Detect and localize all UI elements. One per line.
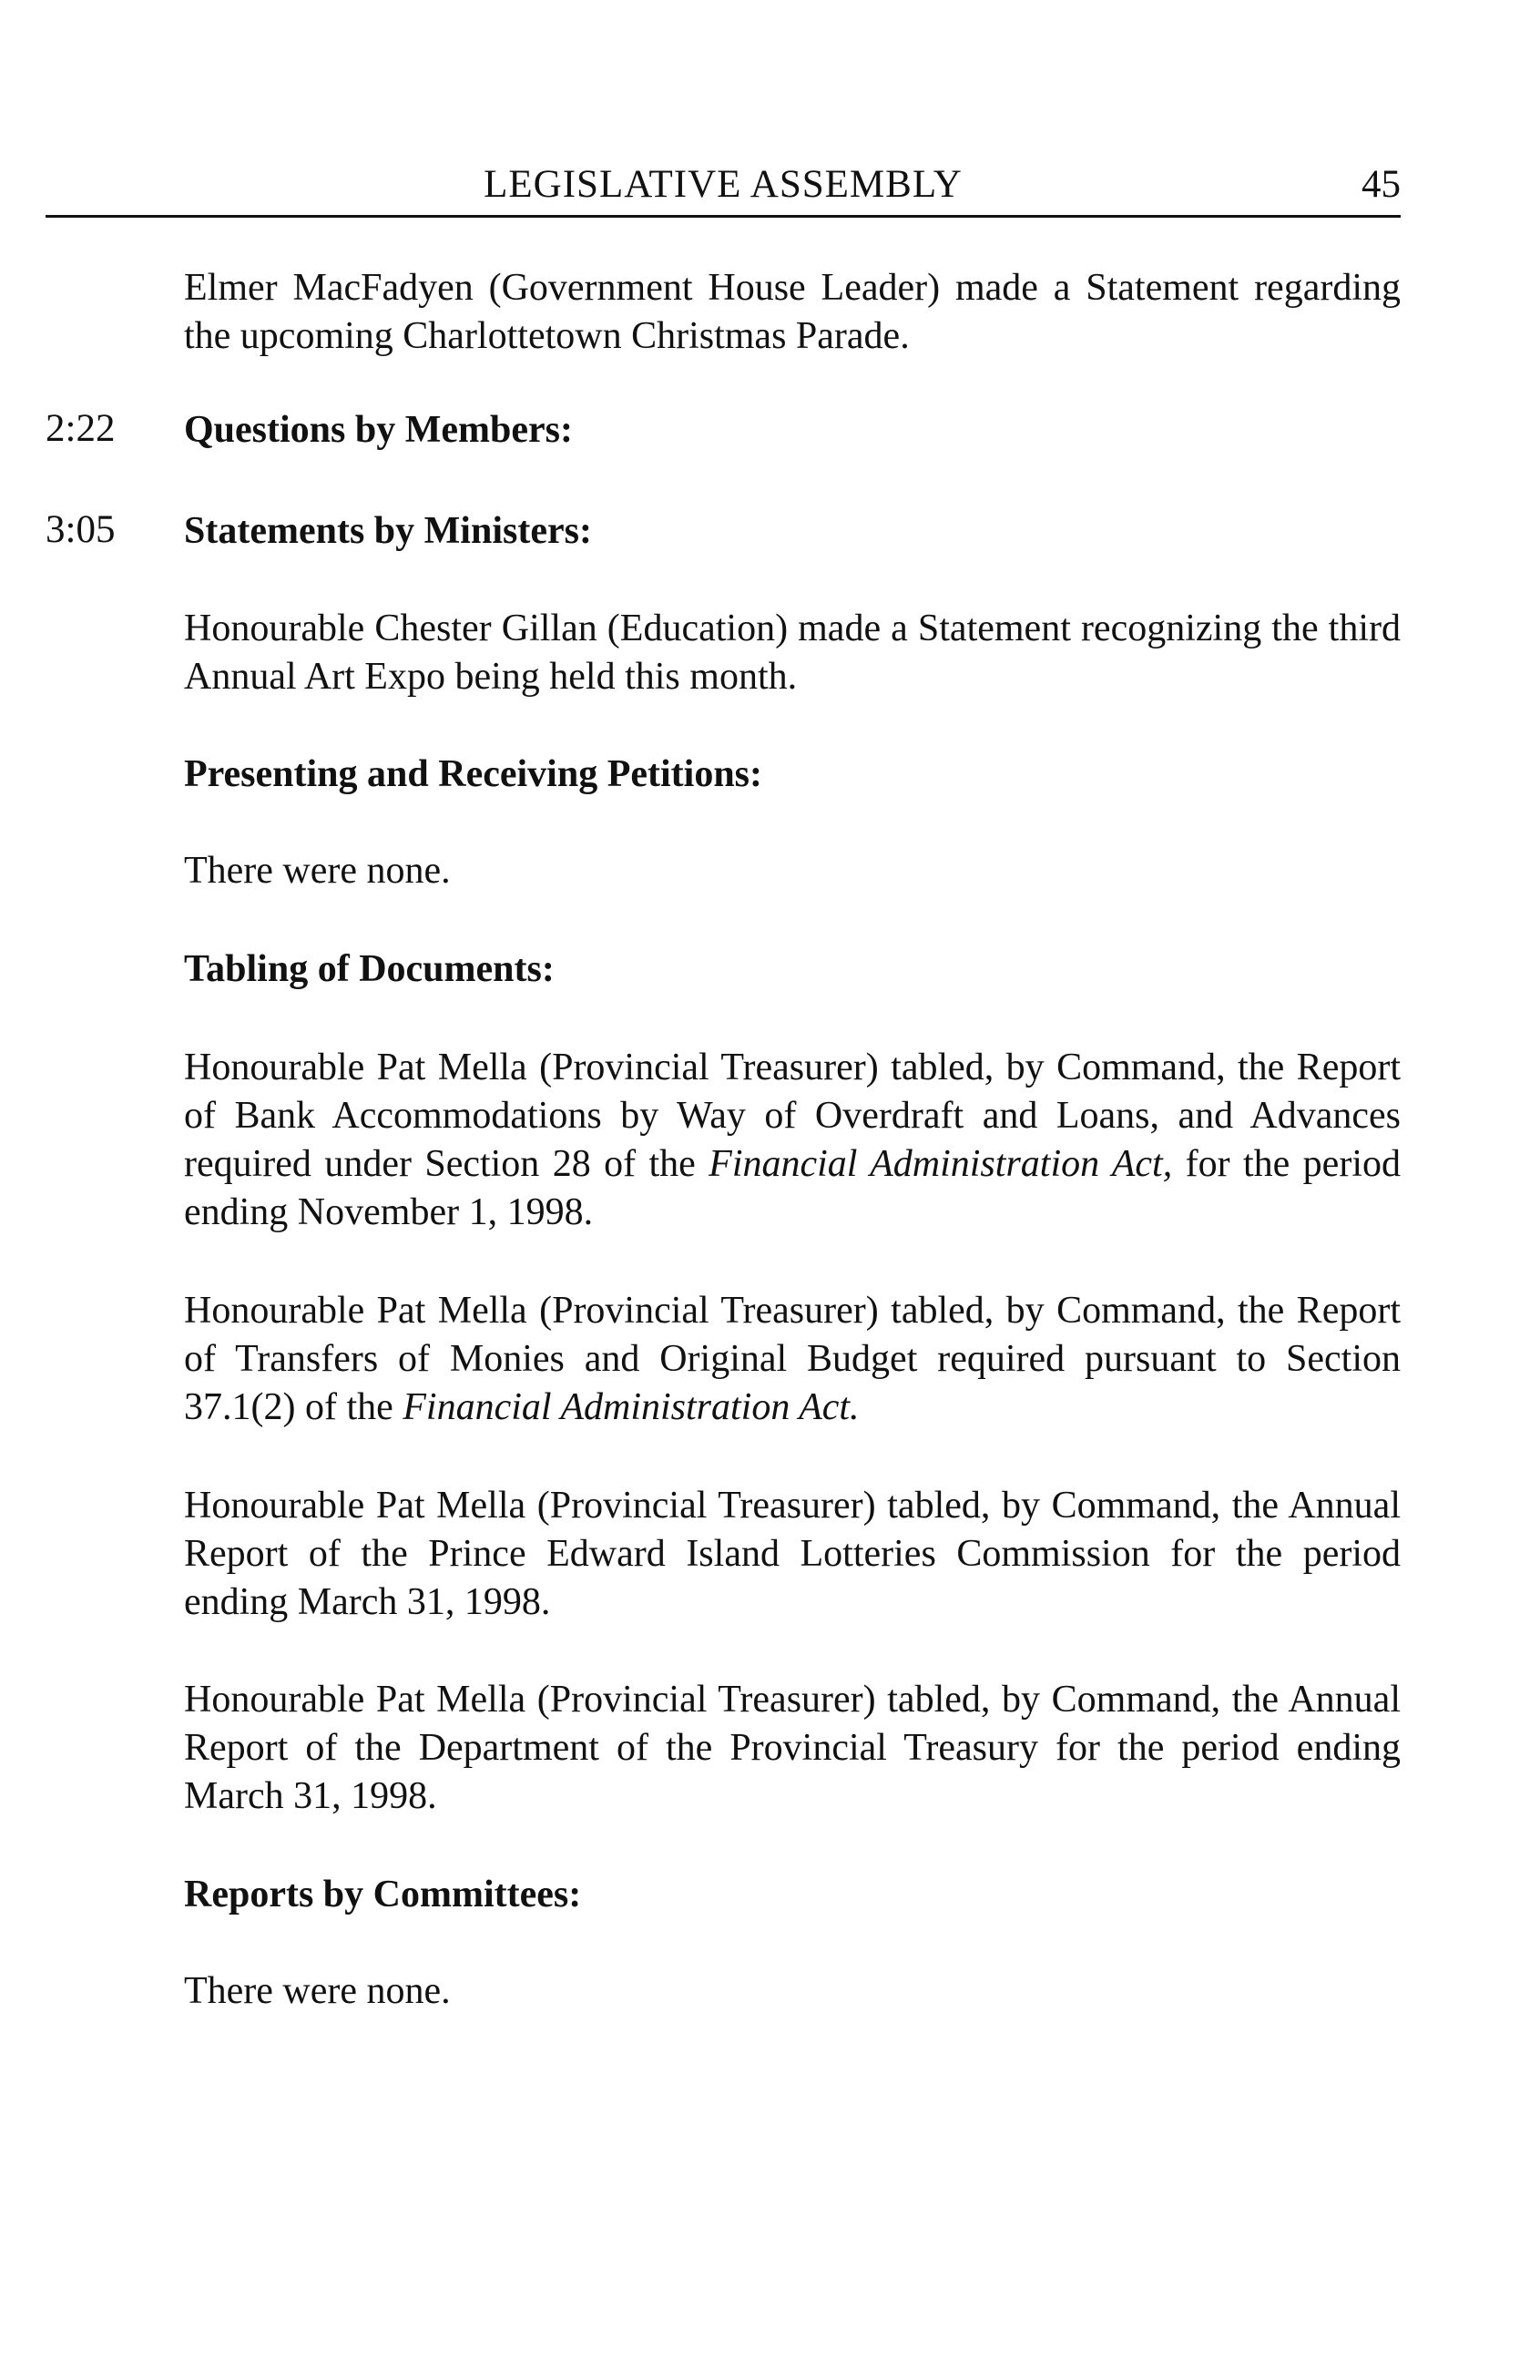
time-statements: 3:05 xyxy=(46,508,116,551)
statements-paragraph: Honourable Chester Gillan (Education) made a Statement recognizing the third Annual Art Expo being held this month. xyxy=(184,608,1401,698)
page-number: 45 xyxy=(1362,163,1401,206)
act-title: Financial Administration Act. xyxy=(403,1386,860,1428)
intro-paragraph: Elmer MacFadyen (Government House Leader) made a Statement regarding the upcoming Charlottetown Christmas Parade. xyxy=(184,267,1401,357)
act-title: Financial Administration Act, xyxy=(709,1143,1173,1185)
time-questions: 2:22 xyxy=(46,407,116,450)
tabling-paragraph-4: Honourable Pat Mella (Provincial Treasurer) tabled, by Command, the Annual Report of the Department of the Provincial Treasury for the period ending March 31, 1998. xyxy=(184,1679,1401,1817)
running-title: LEGISLATIVE ASSEMBLY xyxy=(484,163,963,206)
heading-tabling: Tabling of Documents: xyxy=(184,948,555,990)
heading-questions: Questions by Members: xyxy=(184,409,573,451)
tabling-paragraph-3: Honourable Pat Mella (Provincial Treasurer) tabled, by Command, the Annual Report of the Prince Edward Island Lotteries Commission for the period ending March 31, 1998. xyxy=(184,1485,1401,1623)
tabling-paragraph-1: Honourable Pat Mella (Provincial Treasurer) tabled, by Command, the Report of Bank Accommodations by Way of Overdraft and Loans, and Advances required under Section 28 of the Financial Administration Act, for the period ending November 1, 1998. xyxy=(184,1047,1401,1233)
page-header xyxy=(46,160,1401,218)
committees-text: There were none. xyxy=(184,1970,451,2012)
tabling-paragraph-2: Honourable Pat Mella (Provincial Treasurer) tabled, by Command, the Report of Transfers of Monies and Original Budget required pursuant to Section 37.1(2) of the Financial Administration Act. xyxy=(184,1290,1401,1428)
heading-petitions: Presenting and Receiving Petitions: xyxy=(184,753,763,795)
heading-committees: Reports by Committees: xyxy=(184,1874,582,1915)
petitions-text: There were none. xyxy=(184,850,451,892)
heading-statements: Statements by Ministers: xyxy=(184,510,592,552)
